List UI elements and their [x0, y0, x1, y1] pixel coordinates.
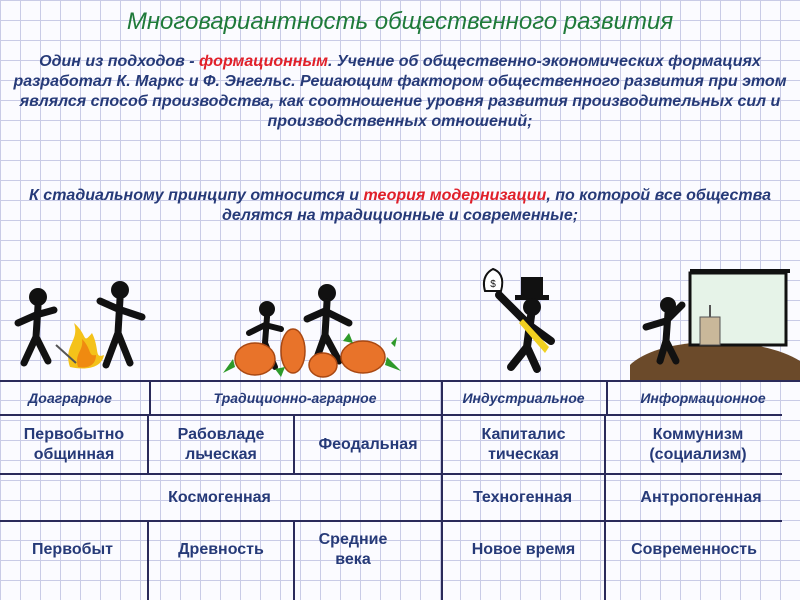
genesis-anthropogenic: Антропогенная — [640, 488, 762, 506]
formation-capitalist: Капиталис тическая — [481, 425, 566, 463]
slide-title: Многовариантность общественного развития — [126, 8, 674, 35]
pumpkin-harvest-image — [215, 277, 415, 380]
formation-slave: Рабовладе льческая — [177, 425, 265, 463]
epoch-antiquity: Древность — [178, 541, 264, 558]
para2-pre: К стадиальному принципу относится и — [29, 187, 364, 204]
epoch-middle-ages: Средние века — [318, 531, 388, 568]
formation-communist: Коммунизм (социализм) — [649, 425, 747, 463]
genesis-cosmogenic: Космогенная — [168, 488, 271, 506]
genesis-technogenic: Техногенная — [472, 488, 573, 506]
epoch-primitive: Первобыт — [32, 541, 113, 558]
formation-paragraph — [8, 52, 792, 132]
epoch-contemporary: Современность — [631, 541, 757, 558]
svg-text:$: $ — [490, 279, 496, 290]
modernization-paragraph — [8, 186, 792, 226]
para2-post: , по которой все общества делятся на традиционные и современные; — [221, 187, 771, 224]
formation-feudal: Феодальная — [318, 435, 418, 453]
para1-pre: Один из подходов - — [39, 53, 200, 70]
header-traditional-agrarian: Традиционно-аграрное — [213, 390, 377, 406]
capitalist-image — [475, 267, 565, 380]
formation-primitive: Первобытно общинная — [23, 425, 125, 463]
header-informational: Информационное — [640, 390, 766, 406]
campfire-dancers-image — [8, 275, 158, 380]
information-age-image — [630, 265, 800, 380]
illustrations — [0, 265, 800, 380]
para2-highlight: теория модернизации — [363, 187, 547, 204]
header-preagrarian: Доаграрное — [28, 390, 112, 406]
para1-highlight: формационным — [199, 53, 328, 70]
header-industrial: Индустриальное — [462, 390, 585, 406]
para1-post: . Учение об общественно-экономических формациях разработал К. Маркс и Ф. Энгельс. Решающим фактором общественного развития при этом являлся способ производства, как соотношение уровня развития производительных сил и производственных отношений; — [13, 53, 787, 130]
epoch-modern-time: Новое время — [471, 541, 576, 558]
classification-table — [0, 380, 800, 600]
